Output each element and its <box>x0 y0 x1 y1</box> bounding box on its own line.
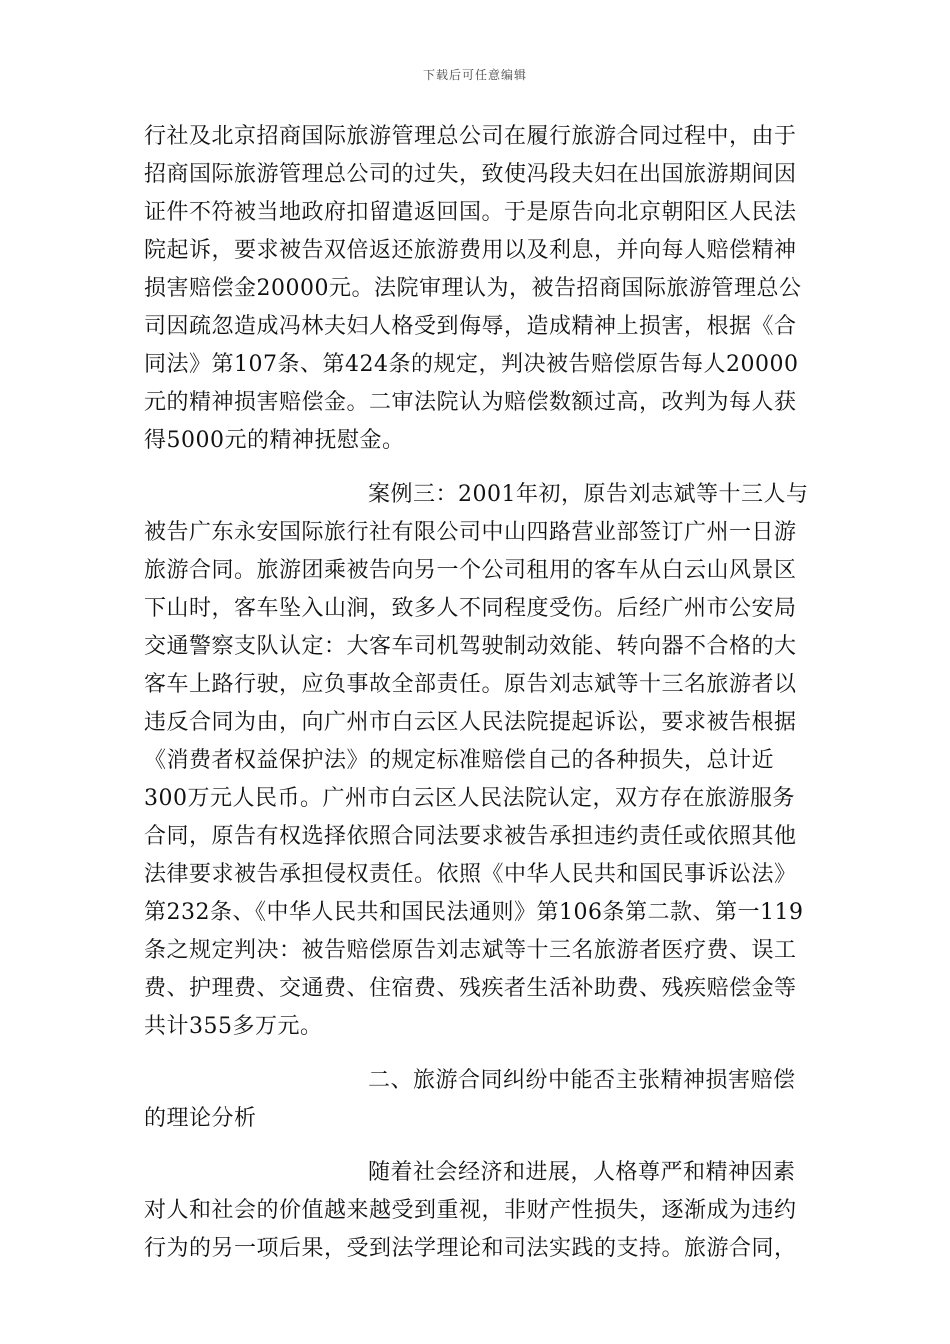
text-line: 被告广东永安国际旅行社有限公司中山四路营业部签订广州一日游 <box>144 520 797 545</box>
text-line: 损害赔偿金20000元。法院审理认为，被告招商国际旅游管理总公 <box>144 276 802 301</box>
text-line: 行为的另一项后果，受到法学理论和司法实践的支持。旅游合同， <box>144 1236 797 1261</box>
text-line: 同法》第107条、第424条的规定，判决被告赔偿原告每人20000 <box>144 352 799 377</box>
text-line: 案例三：2001年初，原告刘志斌等十三人与 <box>368 482 809 507</box>
text-line: 费、护理费、交通费、住宿费、残疾者生活补助费、残疾赔偿金等 <box>144 976 797 1001</box>
text-line: 招商国际旅游管理总公司的过失，致使冯段夫妇在出国旅游期间因 <box>144 162 797 187</box>
text-line: 下山时，客车坠入山涧，致多人不同程度受伤。后经广州市公安局 <box>144 596 797 621</box>
text-line: 司因疏忽造成冯林夫妇人格受到侮辱，造成精神上损害，根据《合 <box>144 314 797 339</box>
page-header: 下载后可任意编辑 <box>422 68 527 82</box>
text-line: 院起诉，要求被告双倍返还旅游费用以及利息，并向每人赔偿精神 <box>144 238 797 263</box>
text-line: 合同，原告有权选择依照合同法要求被告承担违约责任或依照其他 <box>144 824 797 849</box>
text-line: 法律要求被告承担侵权责任。依照《中华人民共和国民事诉讼法》 <box>144 862 797 887</box>
text-line: 300万元人民币。广州市白云区人民法院认定，双方存在旅游服务 <box>144 786 795 811</box>
text-line: 对人和社会的价值越来越受到重视，非财产性损失，逐渐成为违约 <box>144 1198 797 1223</box>
text-line: 条之规定判决：被告赔偿原告刘志斌等十三名旅游者医疗费、误工 <box>144 938 797 963</box>
text-line: 的理论分析 <box>144 1106 257 1131</box>
text-line: 行社及北京招商国际旅游管理总公司在履行旅游合同过程中，由于 <box>144 124 797 149</box>
paragraph-analysis <box>144 1154 806 1268</box>
text-line: 随着社会经济和进展，人格尊严和精神因素 <box>368 1160 796 1185</box>
text-line: 交通警察支队认定：大客车司机驾驶制动效能、转向器不合格的大 <box>144 634 797 659</box>
text-line: 得5000元的精神抚慰金。 <box>144 428 405 453</box>
text-line: 元的精神损害赔偿金。二审法院认为赔偿数额过高，改判为每人获 <box>144 390 797 415</box>
text-line: 《消费者权益保护法》的规定标准赔偿自己的各种损失，总计近 <box>144 748 775 773</box>
text-line: 违反合同为由，向广州市白云区人民法院提起诉讼，要求被告根据 <box>144 710 797 735</box>
section-heading <box>144 1062 806 1138</box>
text-line: 旅游合同。旅游团乘被告向另一个公司租用的客车从白云山风景区 <box>144 558 797 583</box>
document-body <box>144 118 809 1268</box>
text-line: 二、旅游合同纠纷中能否主张精神损害赔偿 <box>368 1068 796 1093</box>
paragraph-case-3 <box>144 476 809 1046</box>
text-line: 证件不符被当地政府扣留遣返回国。于是原告向北京朝阳区人民法 <box>144 200 797 225</box>
text-line: 第232条、《中华人民共和国民法通则》第106条第二款、第一119 <box>144 900 804 925</box>
paragraph-case-2-continued <box>144 118 806 460</box>
text-line: 共计355多万元。 <box>144 1014 323 1039</box>
text-line: 客车上路行驶，应负事故全部责任。原告刘志斌等十三名旅游者以 <box>144 672 797 697</box>
